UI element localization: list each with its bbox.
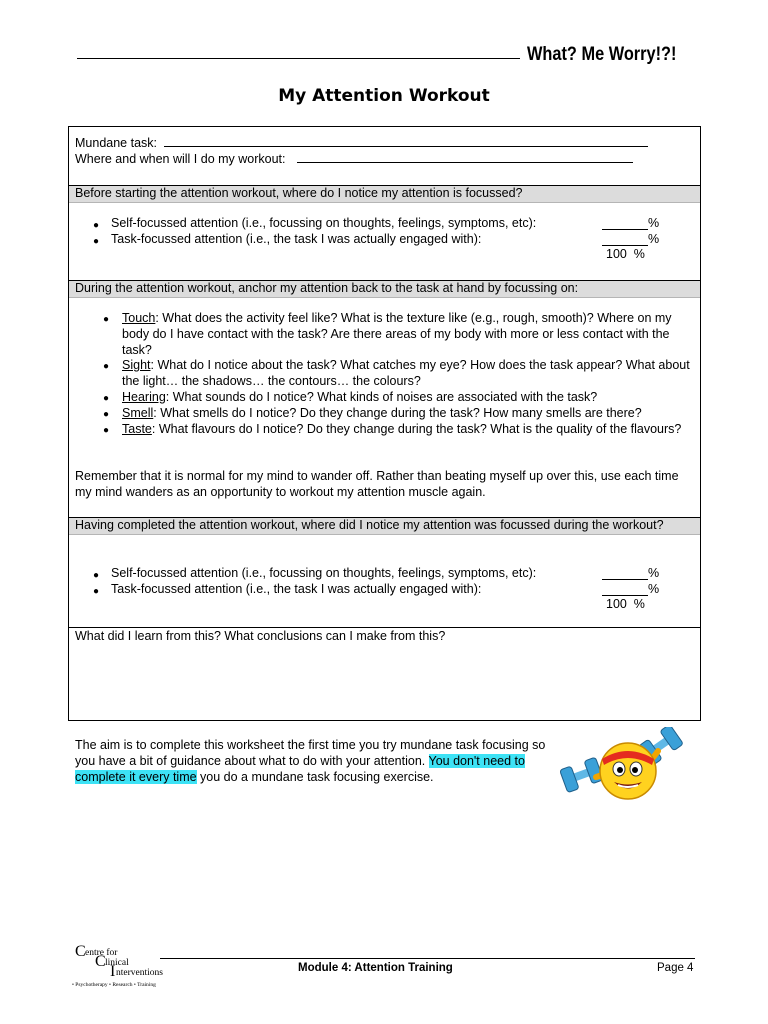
where-when-field[interactable]	[75, 151, 633, 168]
logo-line-1: entre for	[85, 948, 118, 958]
bullet-icon: ●	[93, 586, 100, 597]
bullet-icon: ●	[93, 570, 100, 581]
before-heading: Before starting the attention workout, where do I notice my attention is focussed?	[69, 186, 700, 203]
bullet-icon: ●	[103, 314, 110, 325]
footer-rule	[160, 958, 695, 959]
after-task-label: Task-focussed attention (i.e., the task I was actually engaged with):	[111, 582, 482, 596]
footer-page-number: Page 4	[657, 962, 694, 974]
sense-text: : What does the activity feel like? What is the texture like (e.g., rough, smooth)? Where on my body do I have contact with the task? Are there areas of my body with more or less contact with the task?	[122, 311, 672, 357]
note-highlight: You don't need to complete it every time	[75, 754, 525, 784]
before-total: 100 %	[606, 247, 645, 261]
sense-text: : What flavours do I notice? Do they change during the task? What is the quality of the flavours?	[151, 421, 682, 436]
before-self-blank[interactable]	[602, 217, 648, 230]
after-task-pct: %	[648, 582, 660, 596]
sense-name: Sight	[122, 358, 151, 373]
bullet-icon: ●	[103, 424, 110, 436]
sense-name: Hearing	[122, 389, 166, 404]
before-section	[69, 185, 700, 280]
logo-line-2: linical	[105, 958, 129, 968]
mundane-task-field[interactable]	[75, 135, 648, 152]
bullet-icon: ●	[103, 392, 110, 404]
after-heading: Having completed the attention workout, where did I notice my attention was focussed during the workout?	[69, 518, 700, 535]
sense-name: Touch	[122, 311, 156, 325]
sense-text: : What smells do I notice? Do they change during the task? How many smells are there?	[153, 405, 642, 420]
after-self-label: Self-focussed attention (i.e., focussing on thoughts, feelings, symptoms, etc):	[111, 566, 537, 580]
during-section	[69, 280, 700, 517]
header-rule	[77, 58, 520, 59]
sense-name: Taste	[122, 421, 152, 436]
note-text-end: you do a mundane task focusing exercise.	[196, 770, 434, 784]
page-title: My Attention Workout	[278, 86, 490, 106]
after-self-blank[interactable]	[602, 567, 648, 580]
after-total: 100 %	[606, 597, 645, 611]
bullet-icon: ●	[93, 236, 100, 247]
list-item	[69, 390, 700, 406]
before-task-blank[interactable]	[602, 233, 648, 246]
where-when-label: Where and when will I do my workout:	[75, 152, 286, 166]
after-task-blank[interactable]	[602, 583, 648, 596]
before-self-label: Self-focussed attention (i.e., focussing on thoughts, feelings, symptoms, etc):	[111, 216, 537, 230]
before-task-pct: %	[648, 232, 660, 246]
bullet-icon: ●	[103, 361, 110, 373]
before-self-pct: %	[648, 216, 660, 230]
bullet-icon: ●	[103, 408, 110, 420]
logo-letter-c1: C	[75, 943, 86, 960]
mundane-task-label: Mundane task:	[75, 136, 157, 150]
note-text: The aim is to complete this worksheet the first time you try mundane task focusing so you have a bit of guidance about what to do with your attention.	[75, 738, 546, 768]
list-item	[69, 406, 700, 422]
worksheet-form	[68, 126, 701, 721]
cci-logo	[62, 942, 182, 992]
after-self-pct: %	[648, 566, 660, 580]
logo-letter-c2: C	[95, 953, 106, 970]
mundane-task-blank[interactable]	[164, 135, 648, 147]
logo-tagline: • Psychotherapy • Research • Training	[72, 982, 156, 988]
sense-name: Smell	[122, 405, 154, 420]
learn-question: What did I learn from this? What conclusions can I make from this?	[75, 629, 446, 643]
where-when-blank[interactable]	[297, 151, 633, 163]
header-title: What? Me Worry!?!	[527, 44, 677, 65]
before-task-label: Task-focussed attention (i.e., the task I was actually engaged with):	[111, 232, 482, 246]
logo-line-3: nterventions	[116, 968, 163, 978]
list-item	[69, 422, 700, 438]
sense-text: : What sounds do I notice? What kinds of noises are associated with the task?	[165, 389, 598, 404]
footer-module: Module 4: Attention Training	[298, 962, 453, 974]
bullet-icon: ●	[93, 220, 100, 231]
task-section	[69, 127, 700, 185]
senses-list	[69, 311, 700, 437]
logo-letter-i: I	[110, 963, 116, 980]
remember-text: Remember that it is normal for my mind to wander off. Rather than beating myself up over this, use each time my mind wanders as an opportunity to workout my attention muscle again.	[75, 469, 679, 499]
list-item	[69, 311, 700, 358]
list-item	[69, 358, 700, 390]
guidance-note	[75, 737, 555, 785]
smiley-lifting-dumbbells-icon	[556, 727, 701, 807]
after-section	[69, 517, 700, 627]
during-heading: During the attention workout, anchor my attention back to the task at hand by focussing on:	[69, 281, 700, 298]
sense-text: : What do I notice about the task? What catches my eye? How does the task appear? What about the light… the shadows… the contours… the colours?	[122, 358, 690, 389]
learn-section[interactable]	[69, 627, 700, 720]
